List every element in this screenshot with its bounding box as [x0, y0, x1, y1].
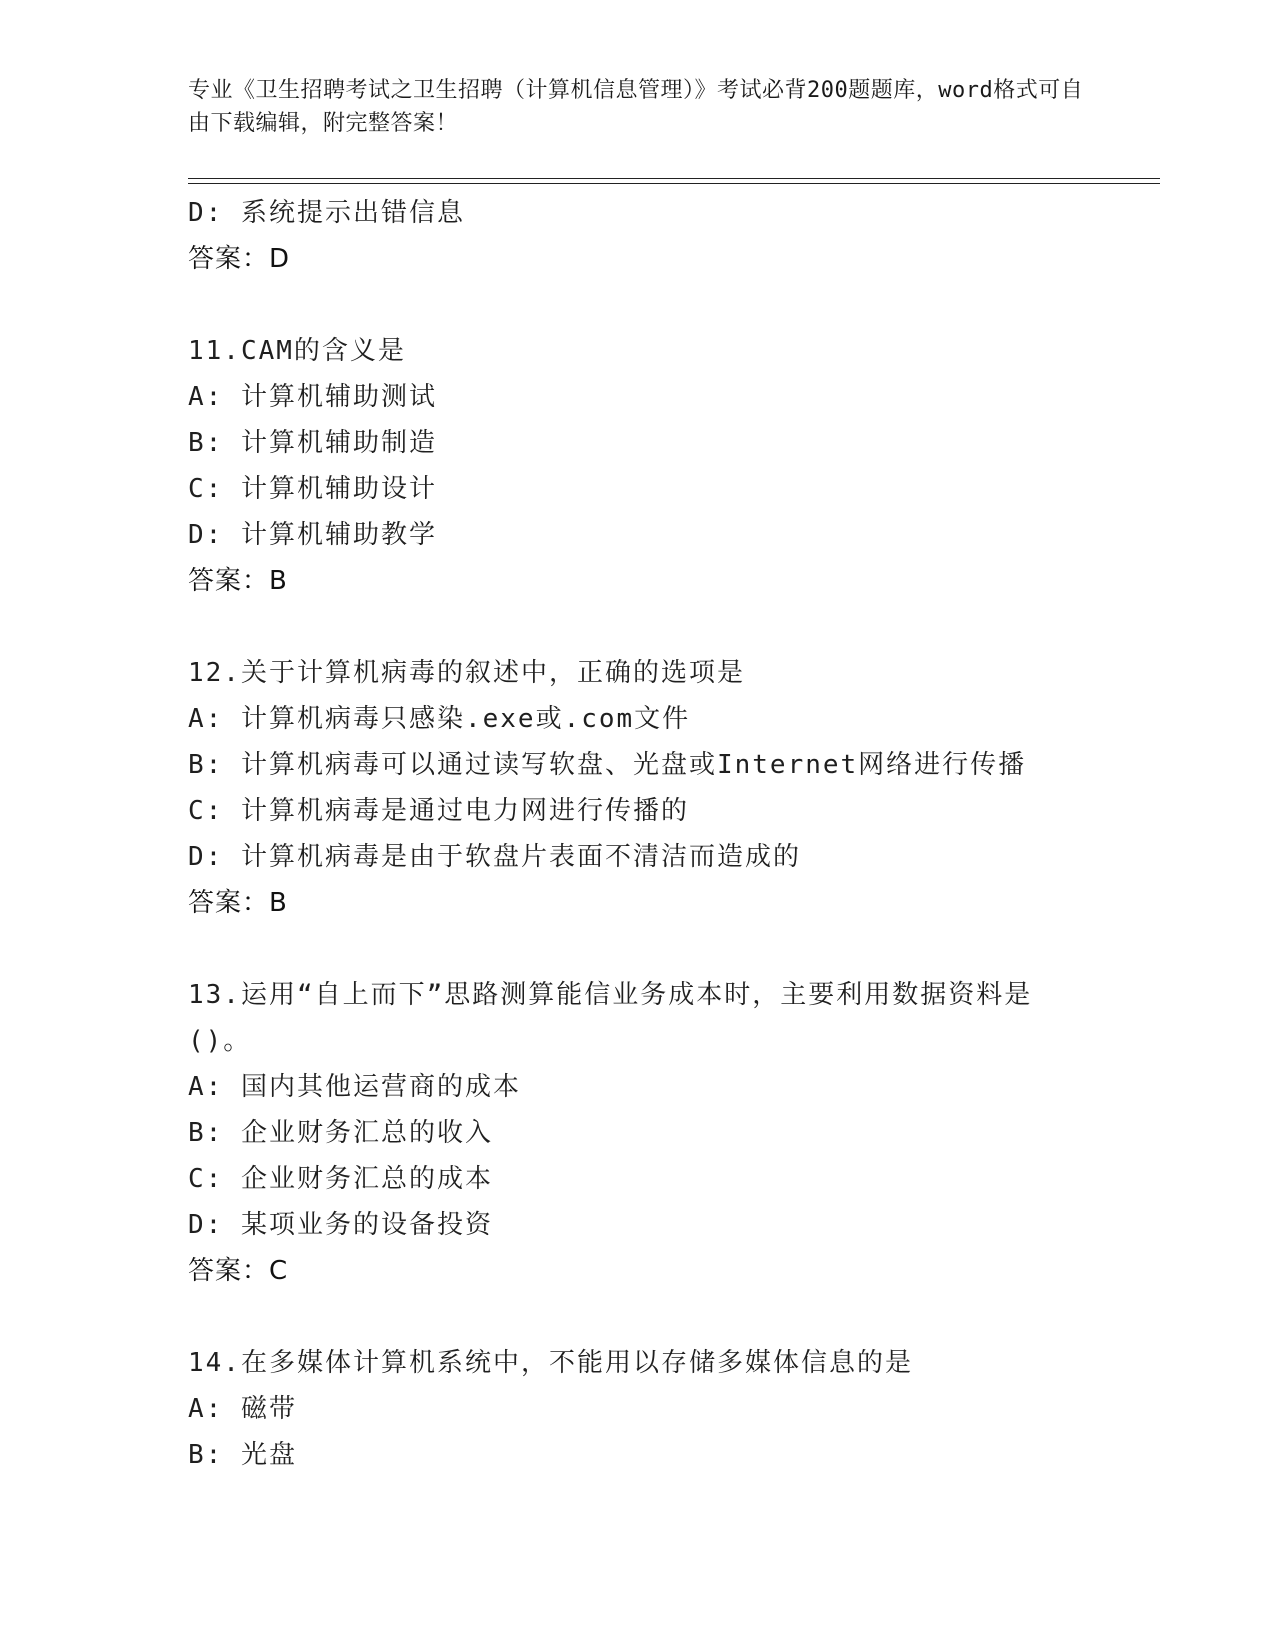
option-b: B: 企业财务汇总的收入: [188, 1118, 493, 1148]
prev-answer: 答案：D: [188, 244, 291, 274]
question-stem: 13.运用“自上而下”思路测算能信业务成本时，主要利用数据资料是()。: [188, 980, 1033, 1056]
question-12: [188, 650, 1088, 926]
header-divider-bottom: [188, 183, 1160, 184]
question-content: [188, 190, 1088, 1478]
question-stem: 14.在多媒体计算机系统中，不能用以存储多媒体信息的是: [188, 1348, 913, 1378]
option-b: B: 计算机病毒可以通过读写软盘、光盘或Internet网络进行传播: [188, 750, 1027, 780]
option-c: C: 计算机病毒是通过电力网进行传播的: [188, 796, 689, 826]
option-c: C: 计算机辅助设计: [188, 474, 437, 504]
option-d: D: 某项业务的设备投资: [188, 1210, 493, 1240]
question-14: [188, 1340, 1088, 1478]
spacer: [188, 604, 1088, 650]
option-a: A: 计算机辅助测试: [188, 382, 437, 412]
prev-option-d: D: 系统提示出错信息: [188, 198, 465, 228]
spacer: [188, 282, 1088, 328]
header-divider-top: [188, 178, 1160, 179]
spacer: [188, 1294, 1088, 1340]
option-b: B: 光盘: [188, 1440, 297, 1470]
option-d: D: 计算机辅助教学: [188, 520, 437, 550]
question-stem: 12.关于计算机病毒的叙述中，正确的选项是: [188, 658, 745, 688]
option-c: C: 企业财务汇总的成本: [188, 1164, 493, 1194]
option-a: A: 磁带: [188, 1394, 297, 1424]
answer-line: 答案：B: [188, 566, 288, 596]
option-d: D: 计算机病毒是由于软盘片表面不清洁而造成的: [188, 842, 801, 872]
answer-line: 答案：B: [188, 888, 288, 918]
spacer: [188, 926, 1088, 972]
question-13: [188, 972, 1088, 1294]
question-11: [188, 328, 1088, 604]
question-stem: 11.CAM的含义是: [188, 336, 406, 366]
document-header: 专业《卫生招聘考试之卫生招聘（计算机信息管理）》考试必背200题题库，word格式可自由下载编辑，附完整答案！: [188, 78, 1084, 136]
option-a: A: 国内其他运营商的成本: [188, 1072, 521, 1102]
answer-line: 答案：C: [188, 1256, 289, 1286]
option-b: B: 计算机辅助制造: [188, 428, 437, 458]
option-a: A: 计算机病毒只感染.exe或.com文件: [188, 704, 691, 734]
